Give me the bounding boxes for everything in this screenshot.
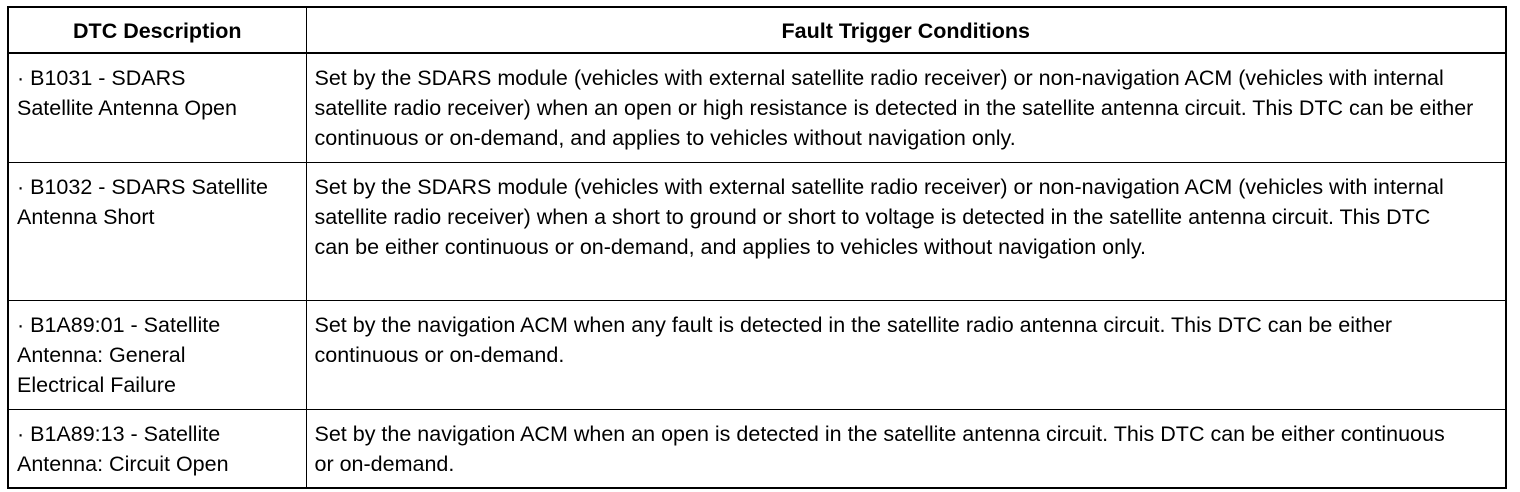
table-row [8, 409, 1506, 488]
dtc-description-cell: · B1A89:01 - Satellite Antenna: General Electrical Failure [8, 300, 306, 409]
dtc-table [7, 6, 1507, 489]
header-row [8, 7, 1506, 53]
fault-condition-cell: Set by the navigation ACM when any fault is detected in the satellite radio antenna circuit. This DTC can be either continuous or on-demand. [306, 300, 1506, 409]
header-fault-trigger-conditions: Fault Trigger Conditions [306, 7, 1506, 53]
dtc-description-cell: · B1A89:13 - Satellite Antenna: Circuit Open [8, 409, 306, 488]
table-row [8, 300, 1506, 409]
dtc-description-cell: · B1031 - SDARS Satellite Antenna Open [8, 53, 306, 162]
table-row [8, 53, 1506, 162]
fault-condition-cell: Set by the SDARS module (vehicles with external satellite radio receiver) or non-navigation ACM (vehicles with internal satellite radio receiver) when a short to ground or short to voltage is detected in the satellite antenna circuit. This DTC can be either continuous or on-demand, and applies to vehicles without navigation only. [306, 162, 1506, 300]
table-header [8, 7, 1506, 53]
fault-condition-cell: Set by the navigation ACM when an open is detected in the satellite antenna circuit. This DTC can be either continuous or on-demand. [306, 409, 1506, 488]
header-dtc-description: DTC Description [8, 7, 306, 53]
fault-condition-cell: Set by the SDARS module (vehicles with external satellite radio receiver) or non-navigation ACM (vehicles with internal satellite radio receiver) when an open or high resistance is detected in the satellite antenna circuit. This DTC can be either continuous or on-demand, and applies to vehicles without navigation only. [306, 53, 1506, 162]
table-body [8, 53, 1506, 488]
dtc-description-cell: · B1032 - SDARS Satellite Antenna Short [8, 162, 306, 300]
table-row [8, 162, 1506, 300]
